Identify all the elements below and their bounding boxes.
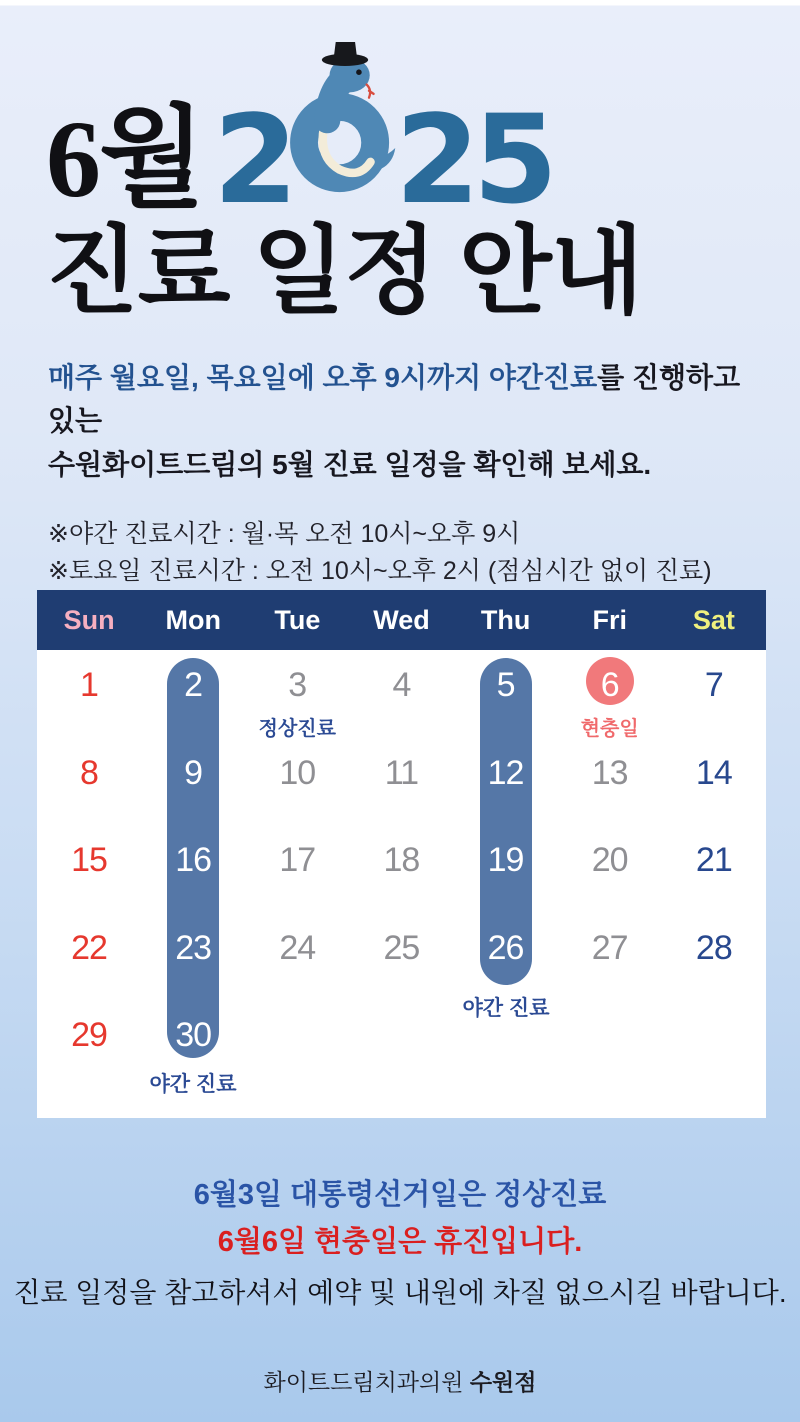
calendar-day-25 — [349, 913, 453, 1000]
calendar-day-6 — [558, 650, 662, 740]
day-number: 27 — [591, 928, 628, 967]
calendar-day-23 — [141, 913, 245, 1000]
day-number: 28 — [695, 928, 732, 967]
notice-block — [0, 1172, 800, 1314]
day-number: 30 — [175, 1016, 212, 1054]
day-number: 14 — [695, 753, 732, 792]
calendar-day-8 — [37, 738, 141, 825]
day-number: 18 — [383, 841, 420, 879]
day-number: 6 — [600, 666, 619, 704]
day-number: 12 — [487, 753, 524, 792]
snake-mascot-icon — [287, 28, 403, 210]
calendar-grid — [37, 650, 766, 1118]
title-block — [46, 28, 770, 325]
calendar-day-24 — [245, 913, 349, 1000]
intro-main-text — [48, 356, 760, 486]
calendar-day-28 — [662, 913, 766, 1000]
calendar — [37, 590, 766, 1118]
day-number: 24 — [279, 928, 316, 967]
day-number: 5 — [496, 666, 515, 704]
calendar-day-2 — [141, 650, 245, 737]
day-number: 11 — [384, 753, 419, 792]
intro-note1: ※야간 진료시간 : 월·목 오전 10시~오후 9시 — [48, 520, 521, 549]
day-header-thu: Thu — [480, 604, 531, 635]
calendar-day-22 — [37, 913, 141, 1000]
calendar-day-14 — [662, 738, 766, 825]
day-number: 19 — [487, 841, 524, 879]
day-header-tue: Tue — [274, 604, 321, 635]
notice-holiday-line: 6월6일 현충일은 휴진입니다. — [217, 1225, 583, 1258]
day-number: 1 — [80, 666, 98, 704]
day-number: 3 — [288, 666, 307, 704]
calendar-day-13 — [558, 738, 662, 825]
day-label: 정상진료 — [258, 718, 336, 740]
calendar-day-1 — [37, 650, 141, 737]
day-header-fri: Fri — [592, 604, 628, 635]
intro-notes — [48, 516, 760, 590]
calendar-day-21 — [662, 825, 766, 912]
day-header-sat: Sat — [692, 604, 735, 635]
day-number: 23 — [175, 928, 212, 967]
calendar-header-row — [37, 590, 766, 650]
calendar-day-27 — [558, 913, 662, 1000]
calendar-day-20 — [558, 825, 662, 912]
day-number: 26 — [487, 928, 524, 967]
day-number: 16 — [175, 841, 212, 879]
footer-branch-name: 수원점 — [469, 1369, 537, 1395]
day-header-mon: Mon — [165, 604, 221, 635]
title-year-prefix: 2 — [213, 88, 292, 231]
notice-general-line: 진료 일정을 참고하셔서 예약 및 내원에 차질 없으시길 바랍니다. — [13, 1276, 787, 1308]
title-year-suffix: 25 — [395, 88, 551, 231]
footer-clinic-name: 화이트드림치과의원 — [263, 1369, 470, 1395]
day-number: 7 — [704, 666, 723, 704]
day-number: 8 — [80, 753, 98, 792]
footer — [0, 1364, 800, 1397]
calendar-day-19 — [454, 825, 558, 912]
calendar-day-16 — [141, 825, 245, 912]
day-number: 22 — [71, 928, 107, 967]
day-number: 10 — [279, 753, 316, 792]
day-number: 17 — [279, 841, 316, 879]
intro-line2: 수원화이트드림의 5월 진료 일정을 확인해 보세요. — [48, 448, 652, 480]
day-number: 15 — [71, 841, 107, 879]
day-number: 2 — [184, 666, 203, 704]
day-number: 20 — [591, 841, 628, 879]
day-number: 9 — [184, 753, 203, 792]
intro-block — [48, 356, 760, 590]
calendar-day-18 — [349, 825, 453, 912]
calendar-day-10 — [245, 738, 349, 825]
calendar-day-26 — [454, 913, 558, 1000]
calendar-day-7 — [662, 650, 766, 737]
intro-line1-rest: 를 진행하고 있는 — [48, 362, 741, 437]
title-month: 6월 — [46, 97, 204, 220]
calendar-day-15 — [37, 825, 141, 912]
notice-election-line: 6월3일 대통령선거일은 정상진료 — [193, 1179, 607, 1211]
day-number: 21 — [695, 841, 732, 879]
day-number: 25 — [383, 928, 420, 967]
night-clinic-label-monday: 야간 진료 — [149, 1073, 237, 1096]
title-row — [46, 28, 770, 231]
intro-highlight: 매주 월요일, 목요일에 오후 9시까지 야간진료 — [48, 362, 598, 393]
calendar-day-9 — [141, 738, 245, 825]
day-number: 29 — [71, 1016, 107, 1054]
day-number: 13 — [591, 753, 628, 792]
calendar-day-4 — [349, 650, 453, 737]
title-subtitle: 진료 일정 안내 — [46, 218, 643, 325]
day-number: 4 — [392, 666, 411, 704]
day-header-sun: Sun — [63, 604, 115, 635]
day-label: 현충일 — [580, 718, 639, 740]
calendar-day-3 — [245, 650, 349, 740]
night-clinic-label-thursday: 야간 진료 — [462, 997, 550, 1020]
calendar-day-12 — [454, 738, 558, 825]
calendar-day-5 — [454, 650, 558, 737]
day-header-wed: Wed — [373, 604, 430, 635]
calendar-day-11 — [349, 738, 453, 825]
calendar-day-17 — [245, 825, 349, 912]
intro-note2: ※토요일 진료시간 : 오전 10시~오후 2시 (점심시간 없이 진료) — [48, 557, 712, 586]
